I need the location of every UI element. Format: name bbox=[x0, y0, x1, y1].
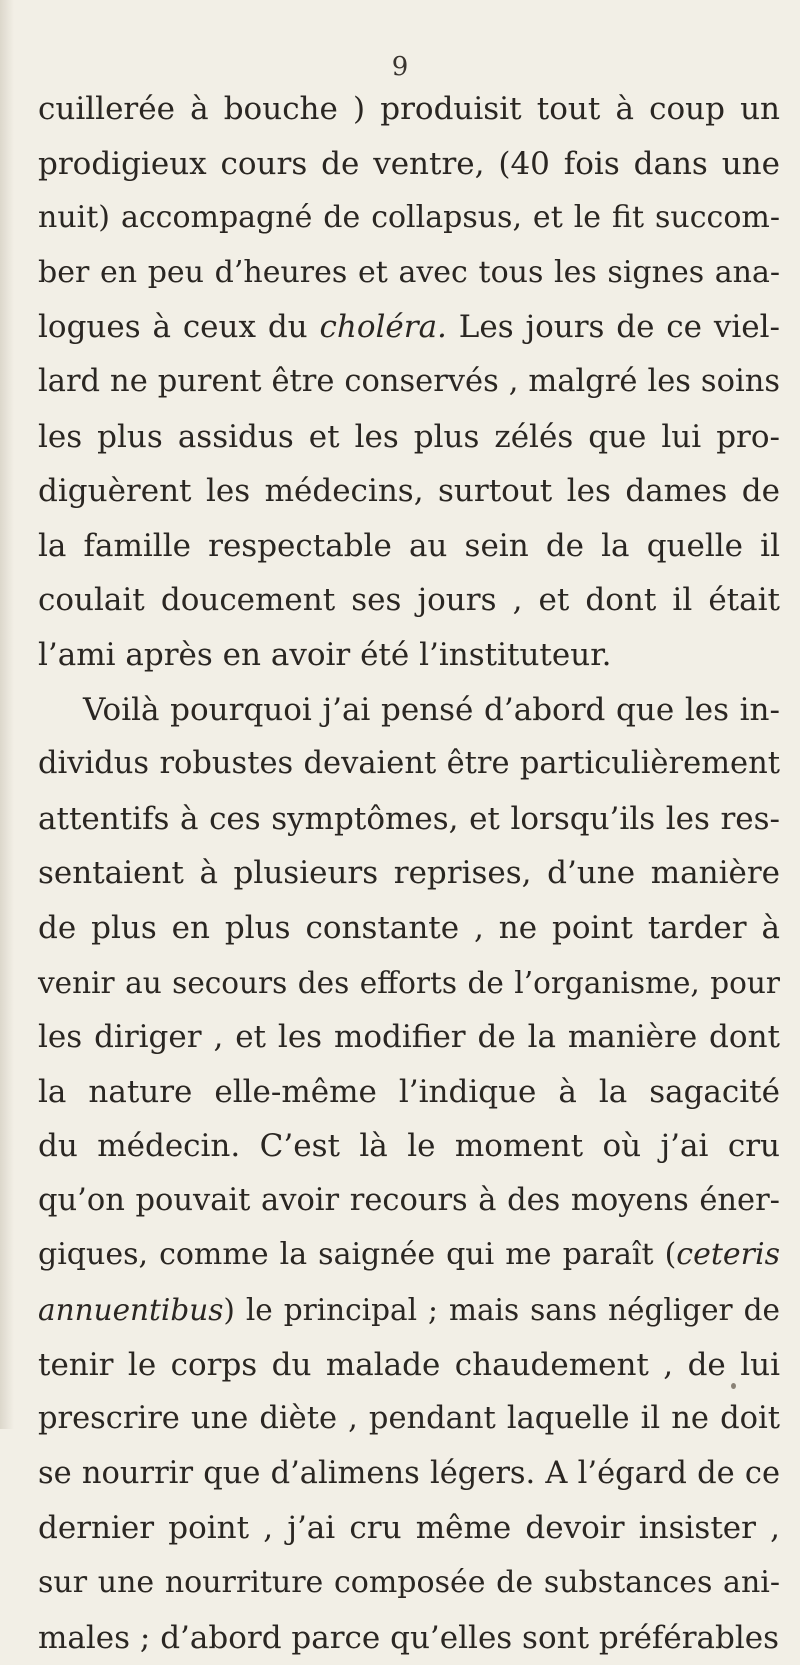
text-line: la nature elle-même l’indique à la sagacité bbox=[38, 1073, 780, 1110]
text-line: la famille respectable au sein de la quelle il bbox=[38, 527, 780, 564]
page-left-edge-shadow bbox=[0, 0, 14, 1429]
text-line: du médecin. C’est là le moment où j’ai cru bbox=[38, 1128, 780, 1165]
text-segment: ) le principal ; mais sans négliger de bbox=[223, 1293, 780, 1328]
text-line: sur une nourriture composée de substances ani- bbox=[38, 1565, 780, 1601]
ink-speck bbox=[731, 1383, 736, 1389]
text-line: tenir le corps du malade chaudement , de lui bbox=[38, 1346, 780, 1383]
text-line: prodigieux cours de ventre, (40 fois dans une bbox=[38, 145, 780, 182]
italic-term-ceteris: ceteris bbox=[676, 1237, 780, 1273]
text-line: les plus assidus et les plus zélés que lui pro- bbox=[38, 418, 780, 455]
page-number: 9 bbox=[391, 52, 409, 82]
text-line: de plus en plus constante , ne point tarder à bbox=[38, 909, 780, 946]
text-line: dernier point , j’ai cru même devoir insister , bbox=[38, 1510, 780, 1547]
text-line: coulait doucement ses jours , et dont il était bbox=[38, 582, 780, 619]
text-line-paragraph-end: l’ami après en avoir été l’instituteur. bbox=[38, 636, 612, 673]
text-line: nuit) accompagné de collapsus, et le fit succom- bbox=[38, 200, 780, 236]
text-line-paragraph-start: Voilà pourquoi j’ai pensé d’abord que les in- bbox=[83, 691, 780, 728]
text-line: se nourrir que d’alimens légers. A l’égard de ce bbox=[38, 1455, 780, 1491]
text-line: venir au secours des efforts de l’organisme, pour bbox=[38, 965, 780, 1000]
text-line bbox=[38, 300, 780, 355]
body-text bbox=[38, 82, 780, 1665]
text-line bbox=[38, 1228, 780, 1283]
text-line: attentifs à ces symptômes, et lorsqu’ils les res- bbox=[38, 800, 780, 837]
text-line: lard ne purent être conservés , malgré les soins bbox=[38, 363, 780, 399]
text-line bbox=[38, 1283, 780, 1338]
text-segment: Les jours de ce viel- bbox=[458, 309, 781, 346]
text-line: diguèrent les médecins, surtout les dames de bbox=[38, 473, 780, 510]
text-line: sentaient à plusieurs reprises, d’une manière bbox=[38, 855, 780, 892]
text-segment: logues à ceux du bbox=[38, 309, 308, 346]
text-line: ber en peu d’heures et avec tous les signes ana- bbox=[38, 254, 780, 290]
italic-term-annuentibus: annuentibus bbox=[38, 1293, 224, 1328]
text-line: cuillerée à bouche ) produisit tout à coup un bbox=[38, 91, 780, 127]
text-line: qu’on pouvait avoir recours à des moyens éner- bbox=[38, 1182, 780, 1218]
text-line-last: males ; d’abord parce qu’elles sont préférables bbox=[38, 1619, 780, 1656]
text-line: les diriger , et les modifier de la manière dont bbox=[38, 1019, 780, 1056]
italic-term-cholera: choléra. bbox=[319, 309, 447, 346]
text-segment: giques, comme la saignée qui me paraît ( bbox=[38, 1237, 677, 1273]
text-line: prescrire une diète , pendant laquelle il ne doit bbox=[38, 1401, 780, 1437]
text-line: dividus robustes devaient être particulièrement bbox=[38, 746, 780, 782]
